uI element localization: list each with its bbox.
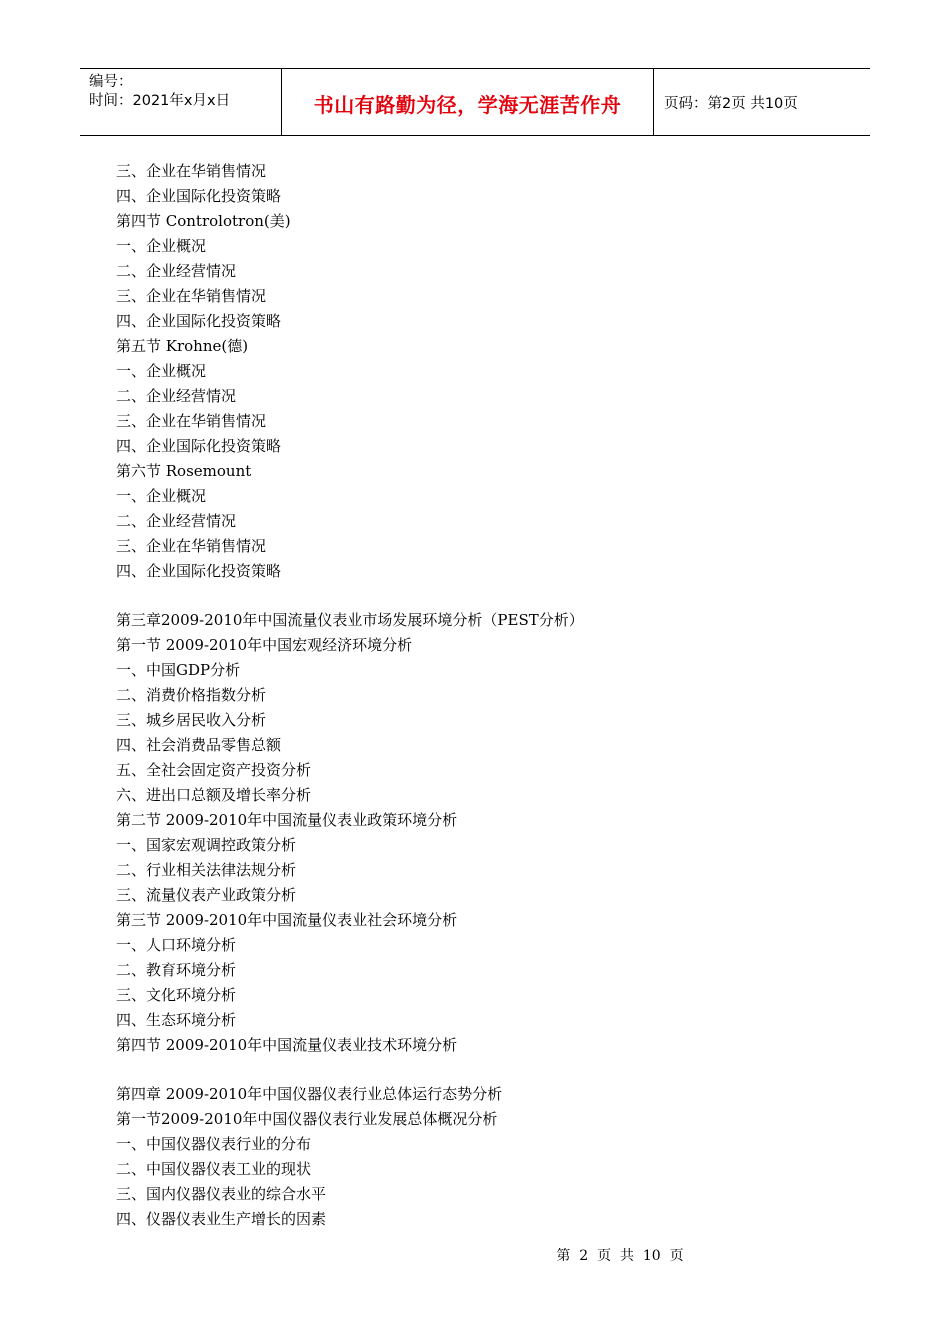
- toc-line: 一、人口环境分析: [116, 936, 237, 954]
- toc-line: 第六节 Rosemount: [116, 462, 252, 480]
- toc-line: 二、行业相关法律法规分析: [116, 861, 297, 879]
- toc-line: 一、中国GDP分析: [116, 661, 241, 679]
- toc-line: 三、企业在华销售情况: [116, 162, 267, 180]
- toc-line: 第四节 Controlotron(美): [116, 212, 291, 230]
- toc-line: 四、生态环境分析: [116, 1011, 237, 1029]
- page-footer: [0, 1245, 950, 1265]
- time-label: 时间：2021年x月x日: [89, 93, 231, 109]
- toc-line: 四、企业国际化投资策略: [116, 562, 282, 580]
- toc-line: 五、全社会固定资产投资分析: [116, 761, 312, 779]
- toc-line: 一、企业概况: [116, 487, 207, 505]
- toc-line: 四、社会消费品零售总额: [116, 736, 282, 754]
- toc-line: 三、企业在华销售情况: [116, 537, 267, 555]
- toc-line: 四、企业国际化投资策略: [116, 187, 282, 205]
- toc-line: 一、中国仪器仪表行业的分布: [116, 1135, 312, 1153]
- code-label: 编号：: [89, 74, 133, 90]
- toc-line: 四、仪器仪表业生产增长的因素: [116, 1210, 327, 1228]
- toc-line: 三、国内仪器仪表业的综合水平: [116, 1185, 327, 1203]
- toc-line: 四、企业国际化投资策略: [116, 437, 282, 455]
- toc-line: 第一节 2009-2010年中国宏观经济环境分析: [116, 636, 413, 654]
- header-meta: [80, 69, 281, 135]
- toc-line: 一、企业概况: [116, 237, 207, 255]
- toc-line: 二、中国仪器仪表工业的现状: [116, 1160, 312, 1178]
- motto-text: 书山有路勤为径，学海无涯苦作舟: [313, 92, 622, 117]
- toc-line: 二、企业经营情况: [116, 387, 237, 405]
- toc-line: 第三节 2009-2010年中国流量仪表业社会环境分析: [116, 911, 458, 929]
- toc-line: 二、教育环境分析: [116, 961, 237, 979]
- toc-line: 一、企业概况: [116, 362, 207, 380]
- toc-line: 三、城乡居民收入分析: [116, 711, 267, 729]
- toc-line: 三、企业在华销售情况: [116, 287, 267, 305]
- toc-line: 四、企业国际化投资策略: [116, 312, 282, 330]
- toc-line: 六、进出口总额及增长率分析: [116, 786, 312, 804]
- header-motto-cell: [281, 69, 654, 135]
- toc-line: 三、流量仪表产业政策分析: [116, 886, 297, 904]
- toc-content: [116, 159, 856, 1232]
- toc-line: 第三章2009-2010年中国流量仪表业市场发展环境分析（PEST分析）: [116, 611, 584, 629]
- toc-line: 一、国家宏观调控政策分析: [116, 836, 297, 854]
- toc-line: 第四节 2009-2010年中国流量仪表业技术环境分析: [116, 1036, 458, 1054]
- toc-line: 第四章 2009-2010年中国仪器仪表行业总体运行态势分析: [116, 1085, 503, 1103]
- blank-line: [116, 1058, 856, 1082]
- toc-line: 二、企业经营情况: [116, 262, 237, 280]
- toc-line: 三、文化环境分析: [116, 986, 237, 1004]
- blank-line: [116, 584, 856, 608]
- header-page-cell: [654, 69, 870, 135]
- page-info: 页码：第2页 共10页: [664, 95, 798, 112]
- toc-line: 第一节2009-2010年中国仪器仪表行业发展总体概况分析: [116, 1110, 498, 1128]
- page-header: [80, 68, 870, 136]
- toc-line: 第五节 Krohne(德): [116, 337, 249, 355]
- toc-line: 二、消费价格指数分析: [116, 686, 267, 704]
- toc-line: 二、企业经营情况: [116, 512, 237, 530]
- toc-line: 三、企业在华销售情况: [116, 412, 267, 430]
- footer-page-number: 第 2 页 共 10 页: [556, 1248, 684, 1264]
- toc-line: 第二节 2009-2010年中国流量仪表业政策环境分析: [116, 811, 458, 829]
